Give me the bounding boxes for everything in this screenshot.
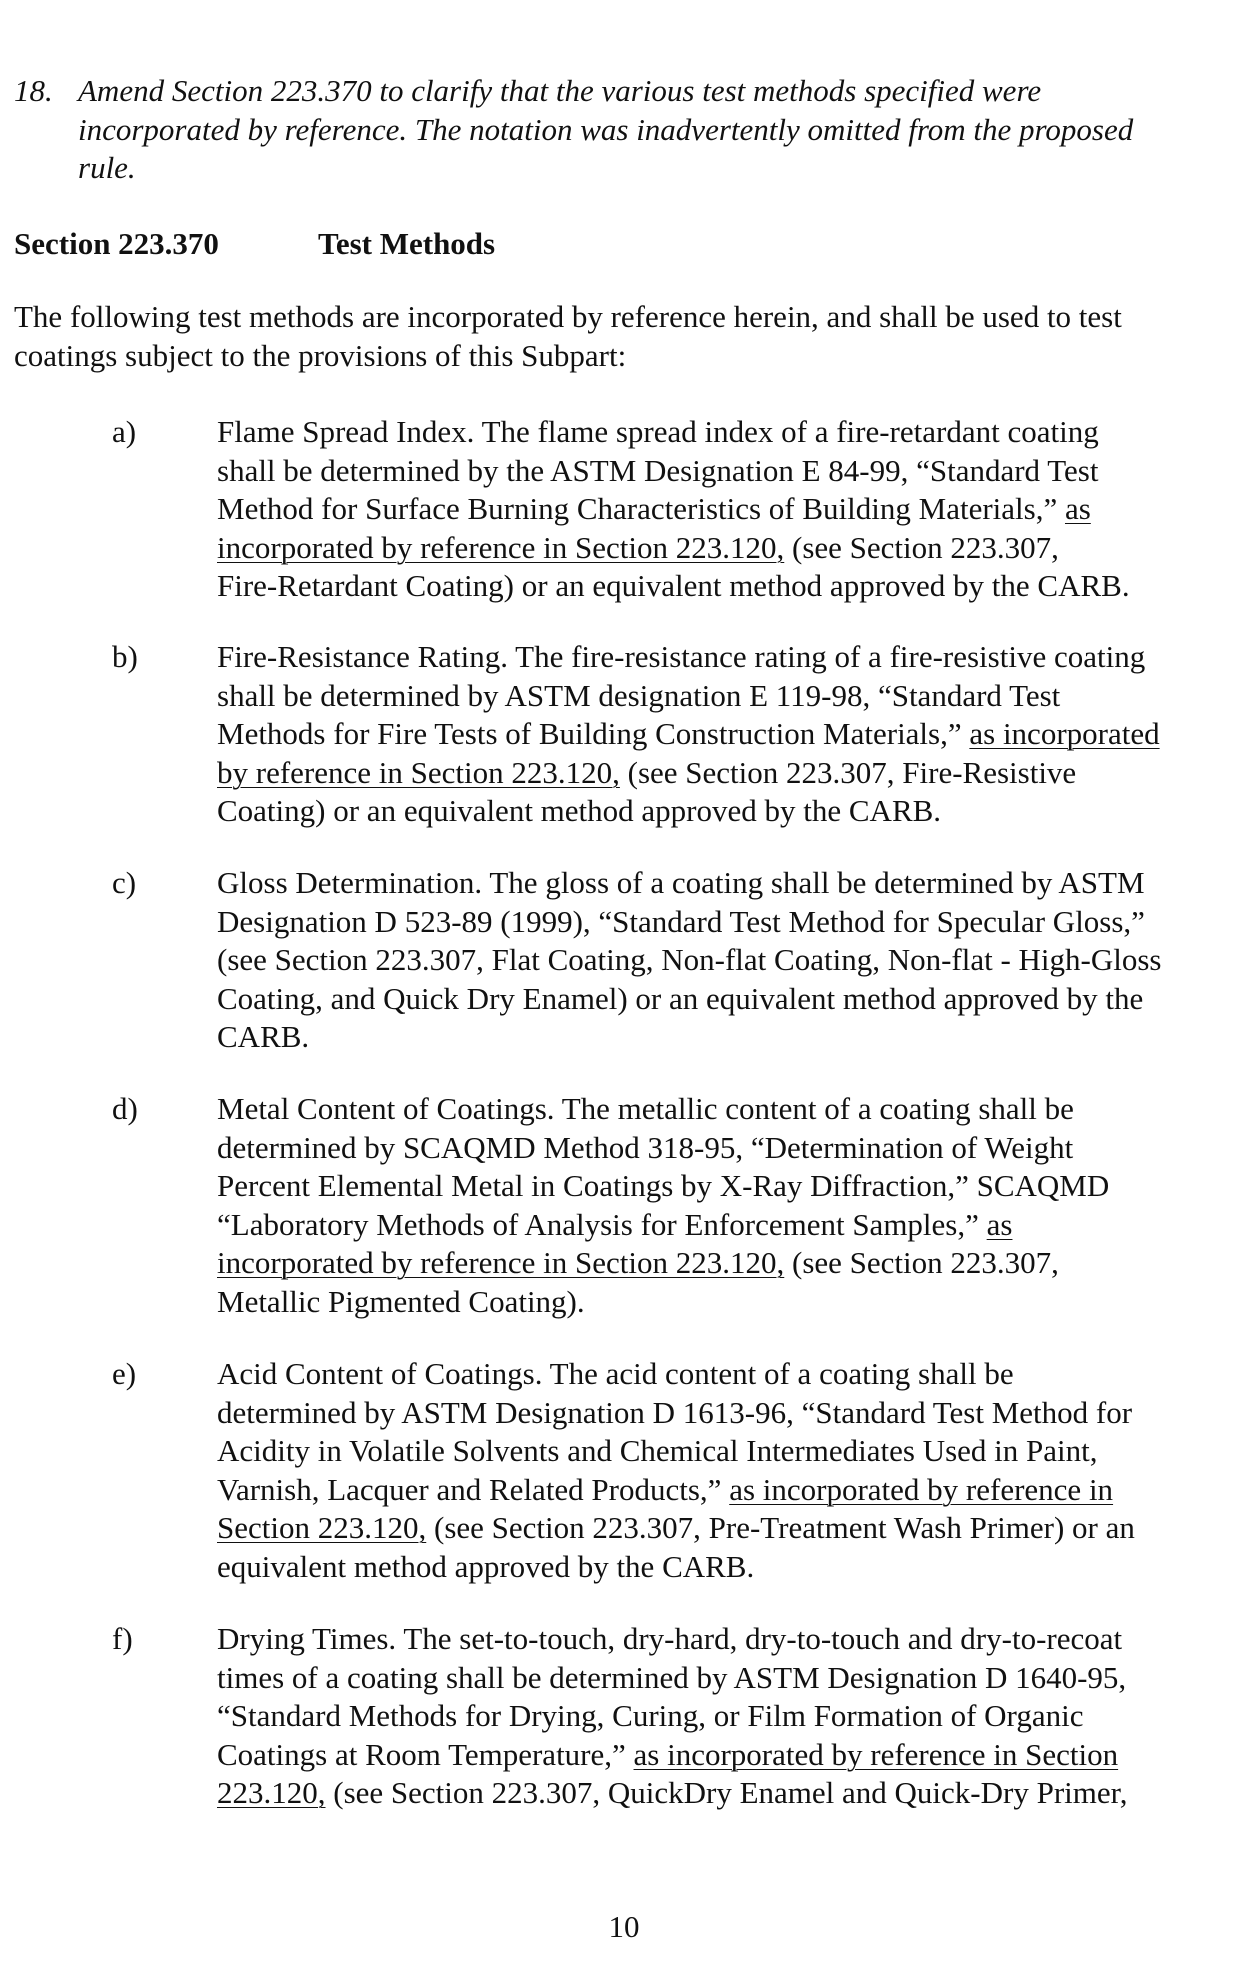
item-line: Acid Content of Coatings. The acid content of a coating shall be (217, 1356, 1014, 1391)
item-line: Coatings at Room Temperature,” as incorporated by reference in Section (217, 1736, 1119, 1772)
item-line: Coating, and Quick Dry Enamel) or an equivalent method approved by the (217, 980, 1144, 1016)
item-line: CARB. (217, 1019, 310, 1054)
amendment-text (78, 72, 1239, 188)
item-line: “Standard Methods for Drying, Curing, or Film Formation of Organic (217, 1698, 1084, 1733)
incorporation-reference: as (986, 1206, 1013, 1242)
item-letter: e) (112, 1356, 137, 1391)
item-line: times of a coating shall be determined by ASTM Designation D 1640-95, (217, 1659, 1127, 1695)
item-body (217, 1090, 1240, 1321)
amendment-line: rule. (78, 150, 136, 185)
incorporation-reference: as incorporated (969, 716, 1160, 751)
test-method-item-b (112, 638, 1240, 831)
item-line: shall be determined by the ASTM Designation E 84-99, “Standard Test (217, 452, 1099, 488)
item-line: Percent Elemental Metal in Coatings by X-Ray Diffraction,” SCAQMD (217, 1168, 1110, 1203)
test-method-item-c (112, 864, 1240, 1057)
incorporation-reference: incorporated by reference in Section 223.120, (217, 529, 785, 565)
item-line: Methods for Fire Tests of Building Construction Materials,” as incorporated (217, 716, 1160, 751)
item-letter: a) (112, 414, 137, 449)
item-line: Designation D 523-89 (1999), “Standard Test Method for Specular Gloss,” (217, 903, 1145, 939)
item-body (217, 864, 1240, 1057)
item-line: Coating) or an equivalent method approved by the CARB. (217, 793, 942, 828)
page-number: 10 (608, 1909, 640, 1944)
section-heading (14, 225, 496, 264)
item-line: Drying Times. The set-to-touch, dry-hard, dry-to-touch and dry-to-recoat (217, 1621, 1123, 1656)
amendment-line: incorporated by reference. The notation was inadvertently omitted from the proposed (78, 111, 1134, 147)
item-line: Acidity in Volatile Solvents and Chemical Intermediates Used in Paint, (217, 1433, 1098, 1468)
item-body (217, 1620, 1240, 1813)
item-line: Flame Spread Index. The flame spread index of a fire-retardant coating (217, 414, 1099, 449)
item-line: Fire-Resistance Rating. The fire-resistance rating of a fire-resistive coating (217, 639, 1146, 674)
item-body (217, 1355, 1240, 1586)
incorporation-reference: by reference in Section 223.120, (217, 754, 620, 790)
test-method-item-f (112, 1620, 1240, 1813)
amendment-number: 18. (14, 73, 53, 108)
item-letter: d) (112, 1091, 138, 1126)
section-title: Test Methods (318, 226, 496, 261)
item-line: (see Section 223.307, Flat Coating, Non-flat Coating, Non-flat - High-Gloss (217, 942, 1162, 977)
intro-paragraph (14, 298, 1239, 375)
amendment-line: Amend Section 223.370 to clarify that the various test methods specified were (78, 73, 1042, 108)
test-method-item-e (112, 1355, 1240, 1586)
item-line: Varnish, Lacquer and Related Products,” as incorporated by reference in (217, 1471, 1114, 1507)
section-label: Section 223.370 (14, 226, 219, 261)
incorporation-reference: 223.120, (217, 1775, 326, 1810)
item-body (217, 413, 1240, 606)
item-line: Metallic Pigmented Coating). (217, 1283, 585, 1319)
item-line: Metal Content of Coatings. The metallic content of a coating shall be (217, 1091, 1074, 1126)
item-line: determined by SCAQMD Method 318-95, “Determination of Weight (217, 1129, 1074, 1165)
incorporation-reference: as (1064, 491, 1091, 526)
item-line: by reference in Section 223.120, (see Section 223.307, Fire-Resistive (217, 754, 1077, 790)
item-line: determined by ASTM Designation D 1613-96, “Standard Test Method for (217, 1394, 1133, 1430)
item-line: 223.120, (see Section 223.307, QuickDry Enamel and Quick-Dry Primer, (217, 1775, 1128, 1810)
incorporation-reference: Section 223.120, (217, 1510, 427, 1545)
amendment-item-18 (14, 72, 1239, 188)
item-line: equivalent method approved by the CARB. (217, 1548, 755, 1584)
item-letter: b) (112, 639, 138, 674)
incorporation-reference: as incorporated by reference in Section (633, 1736, 1119, 1772)
item-line: incorporated by reference in Section 223.120, (see Section 223.307, (217, 1245, 1059, 1280)
item-line: Gloss Determination. The gloss of a coating shall be determined by ASTM (217, 865, 1145, 900)
intro-line: The following test methods are incorporated by reference herein, and shall be used to test (14, 299, 1122, 334)
item-letter: f) (112, 1621, 133, 1656)
intro-line: coatings subject to the provisions of this Subpart: (14, 337, 627, 373)
item-line: “Laboratory Methods of Analysis for Enforcement Samples,” as (217, 1206, 1013, 1242)
test-method-item-a (112, 413, 1240, 606)
item-line: Section 223.120, (see Section 223.307, Pre-Treatment Wash Primer) or an (217, 1510, 1135, 1545)
incorporation-reference: as incorporated by reference in (729, 1471, 1114, 1507)
item-body (217, 638, 1240, 831)
item-letter: c) (112, 865, 137, 900)
item-line: Method for Surface Burning Characteristics of Building Materials,” as (217, 491, 1091, 526)
test-method-item-d (112, 1090, 1240, 1321)
item-line: shall be determined by ASTM designation E 119-98, “Standard Test (217, 677, 1061, 713)
incorporation-reference: incorporated by reference in Section 223.120, (217, 1245, 785, 1280)
item-line: incorporated by reference in Section 223.120, (see Section 223.307, (217, 529, 1059, 565)
item-line: Fire-Retardant Coating) or an equivalent method approved by the CARB. (217, 568, 1130, 603)
